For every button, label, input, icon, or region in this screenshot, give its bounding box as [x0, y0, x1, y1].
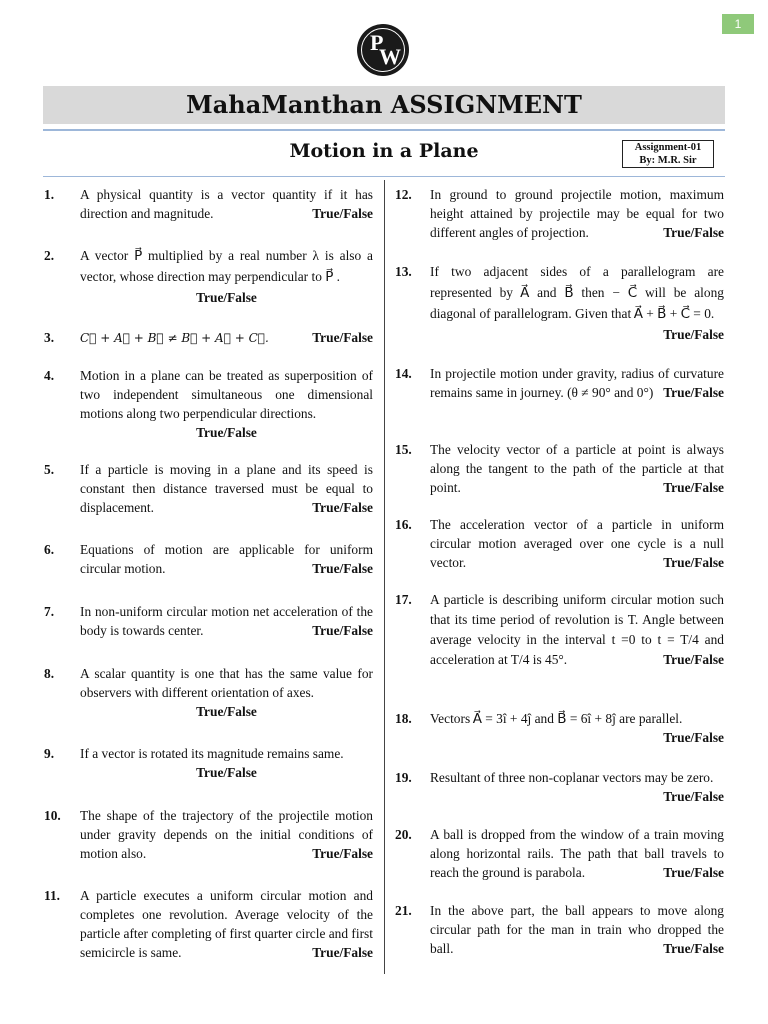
question-text: A physical quantity is a vector quantity if it has direction and magnitude. True/False [80, 187, 373, 221]
question-text: If a particle is moving in a plane and its speed is constant then distance traversed must be equal to displacement. True/False [80, 462, 373, 515]
question-number: 18. [395, 711, 412, 726]
question-item [395, 515, 724, 572]
question-number: 1. [44, 187, 55, 202]
question-number: 8. [44, 666, 55, 681]
answer-label: True/False [663, 652, 724, 667]
question-item [44, 185, 373, 223]
answer-label: True/False [663, 941, 724, 956]
logo-letter-p: P [370, 30, 384, 55]
question-number: 4. [44, 368, 55, 383]
pw-logo [357, 24, 409, 76]
question-text: The velocity vector of a particle at point is always along the tangent to the path of the particle at that point. True/False [430, 442, 724, 495]
question-text: A ball is dropped from the window of a train moving along horizontal rails. The path that ball travels to reach the ground is parabola. True/False [430, 827, 724, 880]
question-number: 12. [395, 187, 412, 202]
column-divider [384, 180, 385, 974]
question-text: Resultant of three non-coplanar vectors may be zero. True/False [430, 770, 724, 804]
question-item [44, 328, 373, 348]
question-number: 5. [44, 462, 55, 477]
answer-label: True/False [312, 330, 373, 345]
question-text: Equations of motion are applicable for uniform circular motion. True/False [80, 542, 373, 576]
chapter-title: Motion in a Plane [289, 140, 479, 162]
assignment-info-box [622, 140, 714, 168]
question-text: C⃗ + A⃗ + B⃗ ≠ B⃗ + A⃗ + C⃗. True/False [80, 330, 373, 345]
question-item [395, 768, 724, 806]
answer-label: True/False [663, 789, 724, 804]
answer-label: True/False [312, 561, 373, 576]
answer-label: True/False [196, 704, 257, 719]
question-item [44, 806, 373, 863]
question-number: 16. [395, 517, 412, 532]
answer-label: True/False [196, 765, 257, 780]
question-number: 19. [395, 770, 412, 785]
question-number: 14. [395, 366, 412, 381]
assignment-title: MahaManthan ASSIGNMENT [43, 86, 725, 124]
question-number: 7. [44, 604, 55, 619]
answer-label: True/False [663, 730, 724, 745]
answer-label: True/False [663, 555, 724, 570]
answer-label: True/False [312, 945, 373, 960]
question-text: Vectors A⃗ = 3î + 4ĵ and B⃗ = 6î + 8ĵ are parallel. True/False [430, 711, 724, 745]
question-number: 17. [395, 592, 412, 607]
subtitle-rule [43, 176, 725, 177]
question-item [395, 825, 724, 882]
answer-label: True/False [663, 480, 724, 495]
answer-label: True/False [196, 290, 257, 305]
question-item [395, 364, 724, 402]
question-text: A vector P⃗ multiplied by a real number λ is also a vector, whose direction may perpendicular to P⃗ . True/False [80, 245, 373, 308]
question-number: 20. [395, 827, 412, 842]
question-text: The acceleration vector of a particle in uniform circular motion averaged over one cycle is a null vector. True/False [430, 517, 724, 570]
answer-label: True/False [312, 500, 373, 515]
question-item [44, 886, 373, 962]
question-text: A particle executes a uniform circular motion and completes one revolution. Average velocity of the particle after completing of first quarter circle and first semicircle is same. True/False [80, 888, 373, 960]
question-text: Motion in a plane can be treated as superposition of two independent simultaneous one dimensional motions along two perpendicular directions. True/False [80, 368, 373, 440]
answer-label: True/False [663, 225, 724, 240]
question-text: A particle is describing uniform circular motion such that its time period of revolution is T. Angle between average velocity in the interval t =0 to t = T/4 and acceleration at T/4 is 45°. True/False [430, 590, 724, 670]
header-rule [43, 129, 725, 131]
question-item [395, 440, 724, 497]
question-number: 10. [44, 808, 61, 823]
question-number: 15. [395, 442, 412, 457]
question-item [395, 261, 724, 345]
question-number: 13. [395, 264, 412, 279]
question-item [395, 590, 724, 670]
question-item [44, 460, 373, 517]
question-text: A scalar quantity is one that has the same value for observers with different orientation of axes. True/False [80, 666, 373, 719]
logo-letter-w: W [379, 44, 401, 69]
question-item [44, 602, 373, 640]
question-item [44, 744, 373, 782]
answer-label: True/False [663, 865, 724, 880]
question-text: If two adjacent sides of a parallelogram are represented by A⃗ and B⃗ then − C⃗ will be along diagonal of parallelogram. Given that A⃗ + B⃗ + C⃗ = 0. True/False [430, 261, 724, 324]
answer-label: True/False [312, 623, 373, 638]
question-text: In non-uniform circular motion net acceleration of the body is towards center. True/False [80, 604, 373, 638]
assignment-author: By: M.R. Sir [639, 154, 697, 166]
question-number: 2. [44, 248, 55, 263]
answer-label: True/False [196, 425, 257, 440]
question-item [395, 185, 724, 242]
assignment-id: Assignment-01 [634, 142, 702, 153]
question-number: 9. [44, 746, 55, 761]
question-text: In projectile motion under gravity, radius of curvature remains same in journey. (θ ≠ 90° and 0°) True/False [430, 366, 724, 400]
question-number: 11. [44, 888, 60, 903]
answer-label: True/False [663, 327, 724, 342]
question-number: 3. [44, 330, 55, 345]
question-item [44, 366, 373, 442]
answer-label: True/False [663, 385, 724, 400]
question-item [44, 540, 373, 578]
question-item [44, 664, 373, 721]
question-text: If a vector is rotated its magnitude remains same. True/False [80, 744, 373, 782]
question-item [395, 709, 724, 747]
question-text: In the above part, the ball appears to move along circular path for the man in train who dropped the ball. True/False [430, 903, 724, 956]
question-text: In ground to ground projectile motion, maximum height attained by projectile may be equal for two different angles of projection. True/False [430, 187, 724, 240]
question-item [44, 245, 373, 308]
answer-label: True/False [312, 846, 373, 861]
question-item [395, 901, 724, 958]
question-number: 6. [44, 542, 55, 557]
page-number: 1 [722, 14, 754, 34]
question-number: 21. [395, 903, 412, 918]
answer-label: True/False [312, 206, 373, 221]
question-text: The shape of the trajectory of the projectile motion under gravity depends on the initial conditions of motion also. True/False [80, 808, 373, 861]
